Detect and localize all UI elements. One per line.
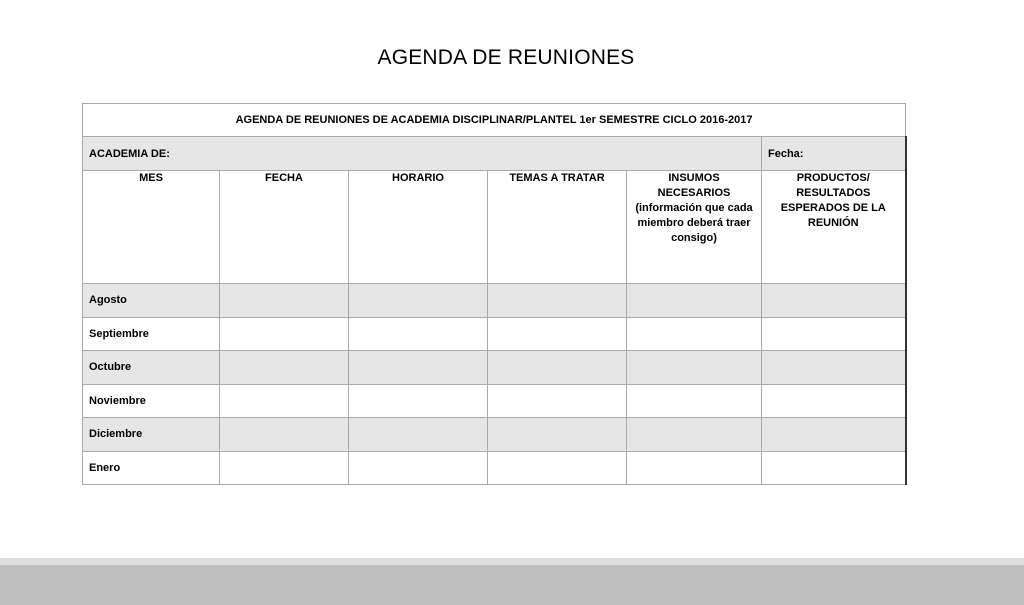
temas-cell [488, 351, 627, 385]
horario-cell [349, 317, 488, 351]
insumos-cell [627, 384, 762, 418]
insumos-cell [627, 351, 762, 385]
insumos-cell [627, 451, 762, 485]
table-row [83, 451, 906, 485]
horario-cell [349, 451, 488, 485]
fecha-cell [220, 451, 349, 485]
table-row [83, 317, 906, 351]
column-header-temas: TEMAS A TRATAR [488, 171, 627, 284]
table-row [83, 351, 906, 385]
fecha-cell [220, 351, 349, 385]
insumos-cell [627, 284, 762, 318]
table-title: AGENDA DE REUNIONES DE ACADEMIA DISCIPLINAR/PLANTEL 1er SEMESTRE CICLO 2016-2017 [83, 104, 906, 137]
productos-cell [762, 384, 906, 418]
productos-cell [762, 284, 906, 318]
productos-cell [762, 451, 906, 485]
temas-cell [488, 451, 627, 485]
table-row [83, 384, 906, 418]
horario-cell [349, 284, 488, 318]
fecha-label: Fecha: [762, 137, 906, 171]
column-header-mes: MES [83, 171, 220, 284]
column-header-fecha: FECHA [220, 171, 349, 284]
column-header-productos: PRODUCTOS/ RESULTADOS ESPERADOS DE LA REUNIÓN [762, 171, 906, 284]
column-header-horario: HORARIO [349, 171, 488, 284]
temas-cell [488, 317, 627, 351]
month-cell: Agosto [83, 284, 220, 318]
productos-cell [762, 418, 906, 452]
insumos-cell [627, 418, 762, 452]
academia-row [83, 137, 906, 171]
table-row [83, 418, 906, 452]
temas-cell [488, 284, 627, 318]
fecha-cell [220, 317, 349, 351]
academia-label: ACADEMIA DE: [83, 137, 762, 171]
fecha-cell [220, 284, 349, 318]
month-cell: Noviembre [83, 384, 220, 418]
fecha-cell [220, 384, 349, 418]
productos-cell [762, 351, 906, 385]
horario-cell [349, 418, 488, 452]
column-header-row [83, 171, 906, 284]
fecha-cell [220, 418, 349, 452]
temas-cell [488, 418, 627, 452]
month-cell: Octubre [83, 351, 220, 385]
footer-band [0, 558, 1024, 605]
table-row [83, 284, 906, 318]
agenda-table [82, 103, 907, 485]
page-title: AGENDA DE REUNIONES [377, 46, 635, 69]
temas-cell [488, 384, 627, 418]
table-title-row [83, 104, 906, 137]
month-cell: Enero [83, 451, 220, 485]
month-cell: Septiembre [83, 317, 220, 351]
insumos-cell [627, 317, 762, 351]
horario-cell [349, 384, 488, 418]
column-header-insumos: INSUMOS NECESARIOS (información que cada miembro deberá traer consigo) [627, 171, 762, 284]
productos-cell [762, 317, 906, 351]
horario-cell [349, 351, 488, 385]
month-cell: Diciembre [83, 418, 220, 452]
